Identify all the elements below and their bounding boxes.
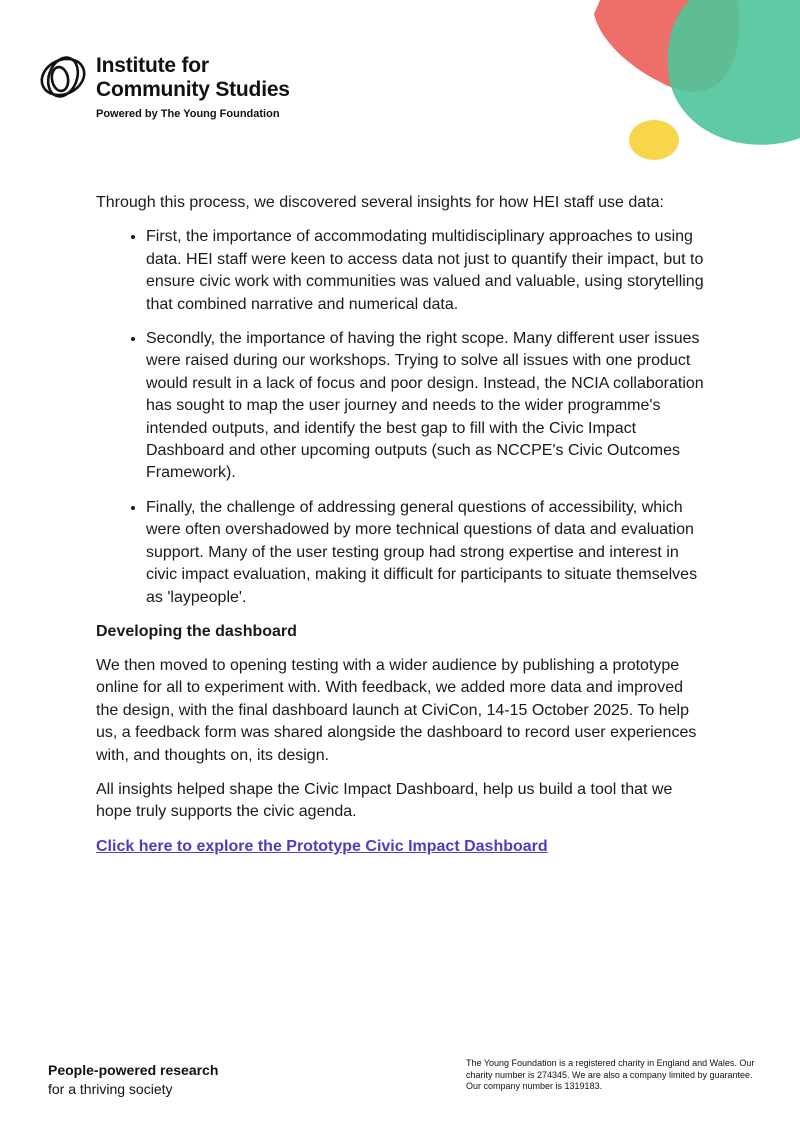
- paragraph-testing: We then moved to opening testing with a wider audience by publishing a prototype online for all to experiment with. With feedback, we added more data and improved the design, with the final dashboard launch at CiviCon, 14-15 October 2025. To help us, a feedback form was shared alongside the dashboard to record user experiences with, and thoughts on, its design.: [96, 656, 697, 764]
- list-item: • Secondly, the importance of having the right scope. Many different user issues were raised during our workshops. Trying to solve all issues with one product would result in a lack of focus and poor design. Instead, the NCIA collaboration has sought to map the user journey and needs to the wider programme's intended outputs, and identify the best gap to fill with the Civic Impact Dashboard and other upcoming outputs (such as NCCPE's Civic Outcomes Framework).: [146, 328, 706, 485]
- insights-list: [96, 226, 706, 609]
- dashboard-link[interactable]: Click here to explore the Prototype Civic Impact Dashboard: [96, 837, 548, 855]
- logo-tagline: Powered by The Young Foundation: [96, 108, 280, 120]
- logo: [36, 50, 336, 130]
- logo-title: [96, 54, 290, 102]
- green-blob: [668, 0, 800, 145]
- slogan-line-1: People-powered research: [48, 1062, 219, 1078]
- list-item: • Finally, the challenge of addressing general questions of accessibility, which were often overshadowed by more technical questions of data and evaluation support. Many of the user testing group had strong expertise and interest in civic impact evaluation, making it difficult for participants to situate themselves as 'laypeople'.: [146, 497, 706, 609]
- slogan-line-2: for a thriving society: [48, 1081, 173, 1097]
- main-content: [96, 192, 706, 870]
- logo-line-1: Institute for: [96, 54, 209, 77]
- red-blob: [594, 0, 739, 92]
- list-item: • First, the importance of accommodating multidisciplinary approaches to using data. HEI staff were keen to access data not just to quantify their impact, but to ensure civic work with communities was valued and valuable, using storytelling that combined narrative and numerical data.: [146, 226, 706, 316]
- footer-slogan: [48, 1061, 218, 1099]
- logo-line-2: Community Studies: [96, 78, 290, 101]
- section-heading: Developing the dashboard: [96, 622, 297, 640]
- logo-mark-icon: [36, 50, 90, 104]
- paragraph-insights: All insights helped shape the Civic Impact Dashboard, help us build a tool that we hope truly supports the civic agenda.: [96, 780, 673, 821]
- intro-paragraph: Through this process, we discovered several insights for how HEI staff use data:: [96, 194, 664, 211]
- footer-legal: The Young Foundation is a registered charity in England and Wales. Our charity number is 274345. We are also a company limited by guarantee. Our company number is 1319183.: [466, 1058, 755, 1091]
- yellow-blob: [629, 120, 679, 160]
